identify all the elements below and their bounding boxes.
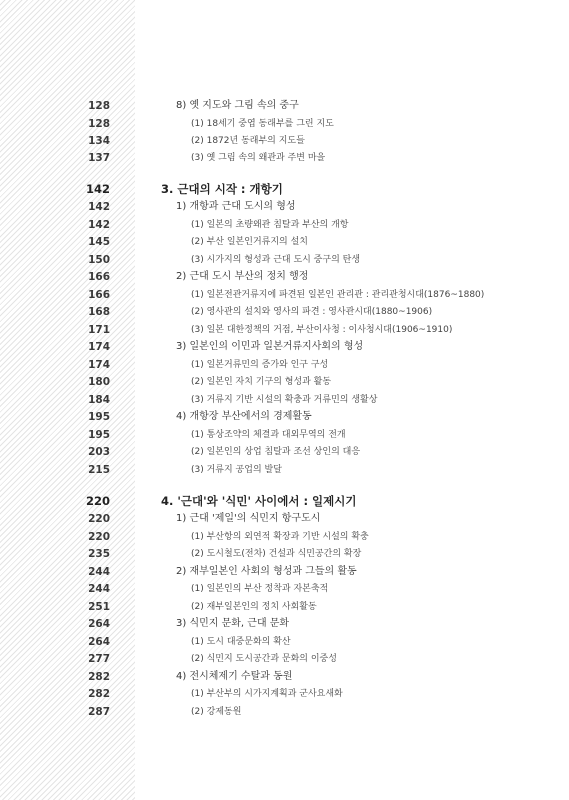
toc-page-number: 287 [88, 706, 110, 718]
toc-page-number: 142 [88, 219, 110, 231]
toc-entry-title: (3) 옛 그림 속의 왜관과 주변 마을 [191, 153, 326, 163]
toc-entry-title: (1) 일본거류민의 증가와 인구 구성 [191, 360, 329, 370]
toc-page-number: 264 [88, 618, 110, 630]
toc-entry-title: 3) 일본인의 이민과 일본거류지사회의 형성 [176, 341, 364, 352]
toc-page-number: 264 [88, 636, 110, 648]
toc-page-number: 128 [88, 100, 110, 112]
toc-subsection-row [0, 116, 569, 132]
toc-page-number: 244 [88, 566, 110, 578]
toc-section-row [0, 199, 569, 215]
toc-entry-title: (1) 부산부의 시가지계획과 군사요새화 [191, 689, 343, 699]
toc-section-row [0, 669, 569, 685]
toc-page-number: 282 [88, 688, 110, 700]
toc-page-number: 220 [88, 513, 110, 525]
toc-subsection-row [0, 217, 569, 233]
toc-page-number: 174 [88, 359, 110, 371]
toc-subsection-row [0, 704, 569, 720]
toc-entry-title: (2) 일본인의 상업 침탈과 조선 상인의 대응 [191, 447, 361, 457]
toc-page-number: 166 [88, 289, 110, 301]
toc-entry-title: 1) 근대 '제일'의 식민지 항구도시 [176, 513, 321, 524]
toc-entry-title: (2) 강제동원 [191, 707, 242, 717]
toc-entry-title: 3. 근대의 시작 : 개항기 [161, 182, 283, 196]
toc-entry-title: (2) 부산 일본인거류지의 설치 [191, 237, 308, 247]
toc-page-number: 203 [88, 446, 110, 458]
toc-subsection-row [0, 304, 569, 320]
toc-page-number: 145 [88, 236, 110, 248]
toc-chapter-row [0, 181, 569, 197]
toc-subsection-row [0, 374, 569, 390]
toc-section-row [0, 269, 569, 285]
toc-subsection-row [0, 599, 569, 615]
toc-subsection-row [0, 252, 569, 268]
toc-entry-title: 8) 옛 지도와 그림 속의 중구 [176, 100, 299, 111]
toc-entry-title: (2) 도시철도(전차) 건설과 식민공간의 확장 [191, 549, 362, 559]
toc-subsection-row [0, 546, 569, 562]
toc-entry-title: (2) 식민지 도시공간과 문화의 이중성 [191, 654, 337, 664]
toc-entry-title: (2) 일본인 자치 기구의 형성과 활동 [191, 377, 332, 387]
toc-page-number: 195 [88, 411, 110, 423]
toc-page-number: 137 [88, 152, 110, 164]
toc-page-number: 220 [85, 494, 110, 508]
toc-entry-title: 4) 전시체제기 수탈과 동원 [176, 671, 293, 682]
toc-page-number: 195 [88, 429, 110, 441]
toc-subsection-row [0, 686, 569, 702]
toc-entry-title: (3) 일본 대한정책의 거점, 부산이사청 : 이사청시대(1906~1910) [191, 325, 453, 335]
toc-page-number: 184 [88, 394, 110, 406]
toc-entry-title: (1) 일본인의 부산 정착과 자본축적 [191, 584, 329, 594]
toc-page-number: 244 [88, 583, 110, 595]
toc-subsection-row [0, 287, 569, 303]
toc-entry-title: (1) 일본의 초량왜관 침탈과 부산의 개항 [191, 220, 349, 230]
toc-page-number: 251 [88, 601, 110, 613]
toc-subsection-row [0, 581, 569, 597]
toc-page-number: 171 [88, 324, 110, 336]
toc-entry-title: 4. '근대'와 '식민' 사이에서 : 일제시기 [161, 494, 357, 508]
toc-section-row [0, 339, 569, 355]
toc-entry-title: (2) 1872년 동래부의 지도들 [191, 136, 305, 146]
toc-page-number: 168 [88, 306, 110, 318]
toc-entry-title: 2) 근대 도시 부산의 정치 행정 [176, 271, 309, 282]
toc-subsection-row [0, 322, 569, 338]
toc-section-row [0, 511, 569, 527]
toc-page-number: 142 [85, 182, 110, 196]
toc-entry-title: 4) 개항장 부산에서의 경제활동 [176, 411, 312, 422]
toc-entry-title: (1) 일본전관거류지에 파견된 일본인 관리관 : 관리관청시대(1876~1880) [191, 290, 485, 300]
toc-subsection-row [0, 234, 569, 250]
toc-entry-title: (3) 거류지 공업의 발달 [191, 465, 282, 475]
toc-page-number: 142 [88, 201, 110, 213]
toc-page-number: 128 [88, 118, 110, 130]
toc-entry-title: (1) 부산항의 외연적 확장과 기반 시설의 확충 [191, 532, 369, 542]
toc-subsection-row [0, 357, 569, 373]
toc-entry-title: (1) 통상조약의 체결과 대외무역의 전개 [191, 430, 346, 440]
toc-subsection-row [0, 133, 569, 149]
toc-subsection-row [0, 634, 569, 650]
toc-entry-title: (2) 재부일본인의 정치 사회활동 [191, 602, 317, 612]
toc-subsection-row [0, 427, 569, 443]
toc-entry-title: 1) 개항과 근대 도시의 형성 [176, 201, 296, 212]
toc-page-number: 150 [88, 254, 110, 266]
toc-subsection-row [0, 392, 569, 408]
toc-entry-title: (1) 18세기 중엽 동래부를 그린 지도 [191, 119, 334, 129]
toc-chapter-row [0, 493, 569, 509]
toc-page-number: 215 [88, 464, 110, 476]
toc-entry-title: (1) 도시 대중문화의 확산 [191, 637, 291, 647]
toc-section-row [0, 98, 569, 114]
toc-page-number: 134 [88, 135, 110, 147]
toc-entry-title: 2) 재부일본인 사회의 형성과 그들의 활동 [176, 566, 357, 577]
toc-page-number: 166 [88, 271, 110, 283]
toc-page-number: 180 [88, 376, 110, 388]
toc-section-row [0, 616, 569, 632]
toc-entry-title: (2) 영사관의 설치와 영사의 파견 : 영사관시대(1880~1906) [191, 307, 433, 317]
toc-subsection-row [0, 529, 569, 545]
toc-page-number: 174 [88, 341, 110, 353]
toc-entry-title: 3) 식민지 문화, 근대 문화 [176, 618, 290, 629]
toc-page-number: 277 [88, 653, 110, 665]
toc-entry-title: (3) 시가지의 형성과 근대 도시 중구의 탄생 [191, 255, 361, 265]
toc-page-number: 220 [88, 531, 110, 543]
toc-subsection-row [0, 150, 569, 166]
toc-section-row [0, 409, 569, 425]
toc-subsection-row [0, 462, 569, 478]
toc-section-row [0, 564, 569, 580]
toc-page-number: 235 [88, 548, 110, 560]
toc-page-number: 282 [88, 671, 110, 683]
toc-subsection-row [0, 651, 569, 667]
toc-subsection-row [0, 444, 569, 460]
toc-entry-title: (3) 거류지 기반 시설의 확충과 거류민의 생활상 [191, 395, 378, 405]
